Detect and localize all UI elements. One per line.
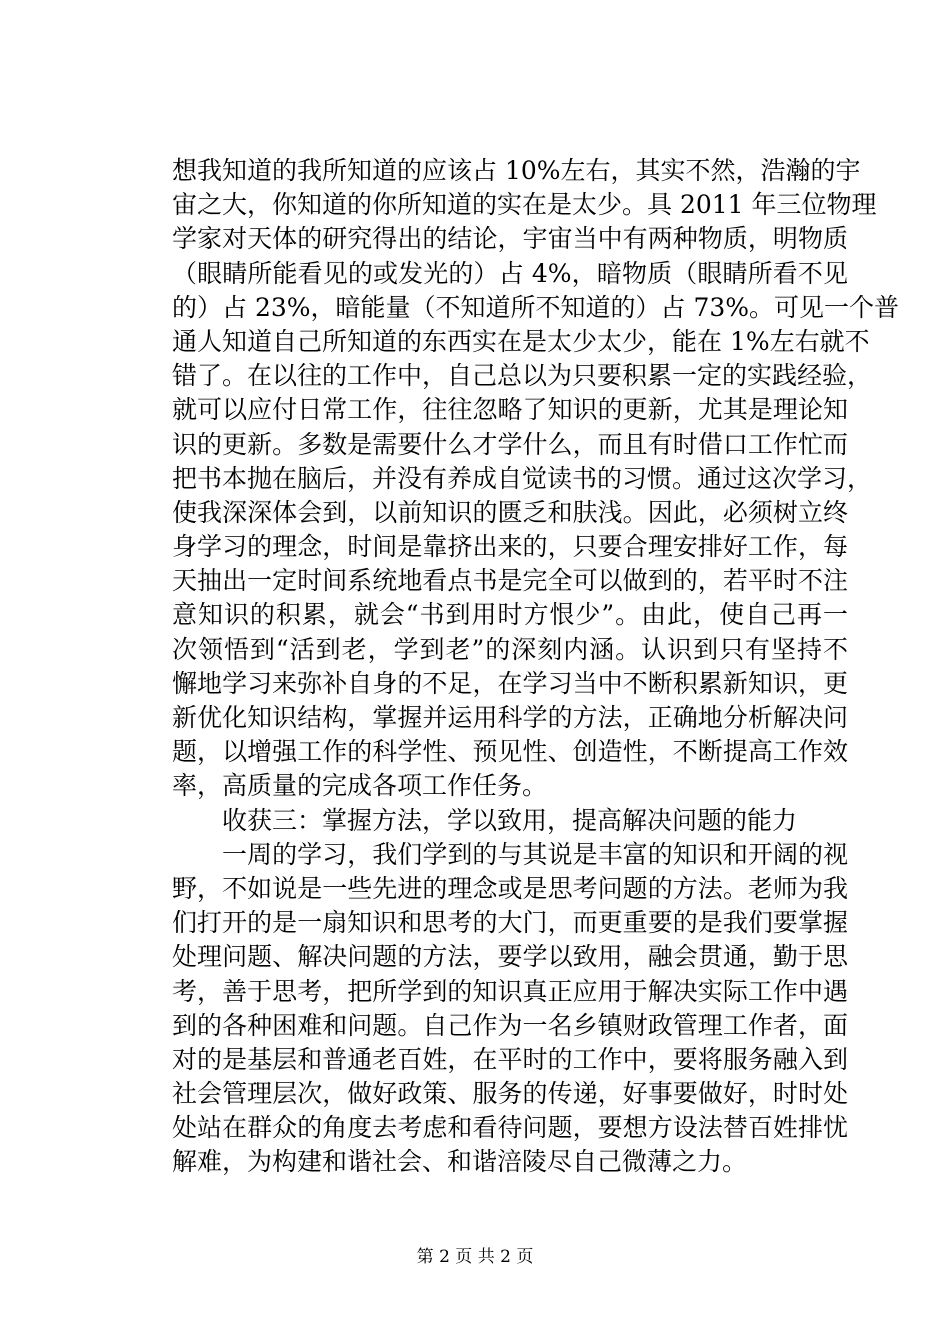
text-line: 想我知道的我所知道的应该占 10%左右，其实不然，浩瀚的宇 <box>172 156 861 185</box>
text-line: 的）占 23%，暗能量（不知道所不知道的）占 73%。可见一个普 <box>172 292 900 322</box>
text-line: 社会管理层次，做好政策、服务的传递，好事要做好，时时处 <box>172 1079 848 1109</box>
text-line: 野，不如说是一些先进的理念或是思考问题的方法。老师为我 <box>172 873 848 903</box>
text-line: 对的是基层和普通老百姓，在平时的工作中，要将服务融入到 <box>172 1044 848 1074</box>
text-line: 学家对天体的研究得出的结论，宇宙当中有两种物质，明物质 <box>172 224 848 254</box>
section-heading: 收获三：掌握方法，学以致用，提高解决问题的能力 <box>222 805 798 835</box>
text-line: 懈地学习来弥补自身的不足，在学习当中不断积累新知识，更 <box>172 668 848 698</box>
text-line: 考，善于思考，把所学到的知识真正应用于解决实际工作中遇 <box>172 976 848 1006</box>
text-line: 错了。在以往的工作中，自己总以为只要积累一定的实践经验， <box>172 361 873 391</box>
text-line: 到的各种困难和问题。自己作为一名乡镇财政管理工作者，面 <box>172 1010 848 1040</box>
text-line: 一周的学习，我们学到的与其说是丰富的知识和开阔的视 <box>222 839 848 869</box>
text-line: 宙之大，你知道的你所知道的实在是太少。具 2011 年三位物理 <box>172 190 877 220</box>
text-line: 处理问题、解决问题的方法，要学以致用，融会贯通，勤于思 <box>172 942 848 972</box>
page-number: 第 2 页 共 2 页 <box>416 1247 534 1267</box>
text-line: 通人知道自己所知道的东西实在是太少太少，能在 1%左右就不 <box>172 326 870 356</box>
text-line: 把书本抛在脑后，并没有养成自觉读书的习惯。通过这次学习， <box>172 463 873 493</box>
text-line: 题，以增强工作的科学性、预见性、创造性，不断提高工作效 <box>172 737 848 767</box>
text-line: 意知识的积累，就会“书到用时方恨少”。由此，使自己再一 <box>172 600 848 630</box>
text-line: 处站在群众的角度去考虑和看待问题，要想方设法替百姓排忧 <box>172 1113 848 1143</box>
document-body <box>172 154 900 1180</box>
page-footer <box>0 1247 950 1267</box>
text-line: （眼睛所能看见的或发光的）占 4%，暗物质（眼睛所看不见 <box>172 258 848 288</box>
text-line: 们打开的是一扇知识和思考的大门，而更重要的是我们要掌握 <box>172 908 848 938</box>
text-line: 解难，为构建和谐社会、和谐涪陵尽自己微薄之力。 <box>172 1147 748 1177</box>
text-line: 天抽出一定时间系统地看点书是完全可以做到的，若平时不注 <box>172 566 848 596</box>
text-line: 识的更新。多数是需要什么才学什么，而且有时借口工作忙而 <box>172 429 848 459</box>
text-line: 使我深深体会到，以前知识的匮乏和肤浅。因此，必须树立终 <box>172 497 848 527</box>
text-line: 率，高质量的完成各项工作任务。 <box>172 771 548 801</box>
text-line: 次领悟到“活到老，学到老”的深刻内涵。认识到只有坚持不 <box>172 634 848 664</box>
text-line: 新优化知识结构，掌握并运用科学的方法，正确地分析解决问 <box>172 703 848 732</box>
text-line: 就可以应付日常工作，往往忽略了知识的更新，尤其是理论知 <box>172 395 848 425</box>
text-line: 身学习的理念，时间是靠挤出来的，只要合理安排好工作，每 <box>172 532 848 562</box>
